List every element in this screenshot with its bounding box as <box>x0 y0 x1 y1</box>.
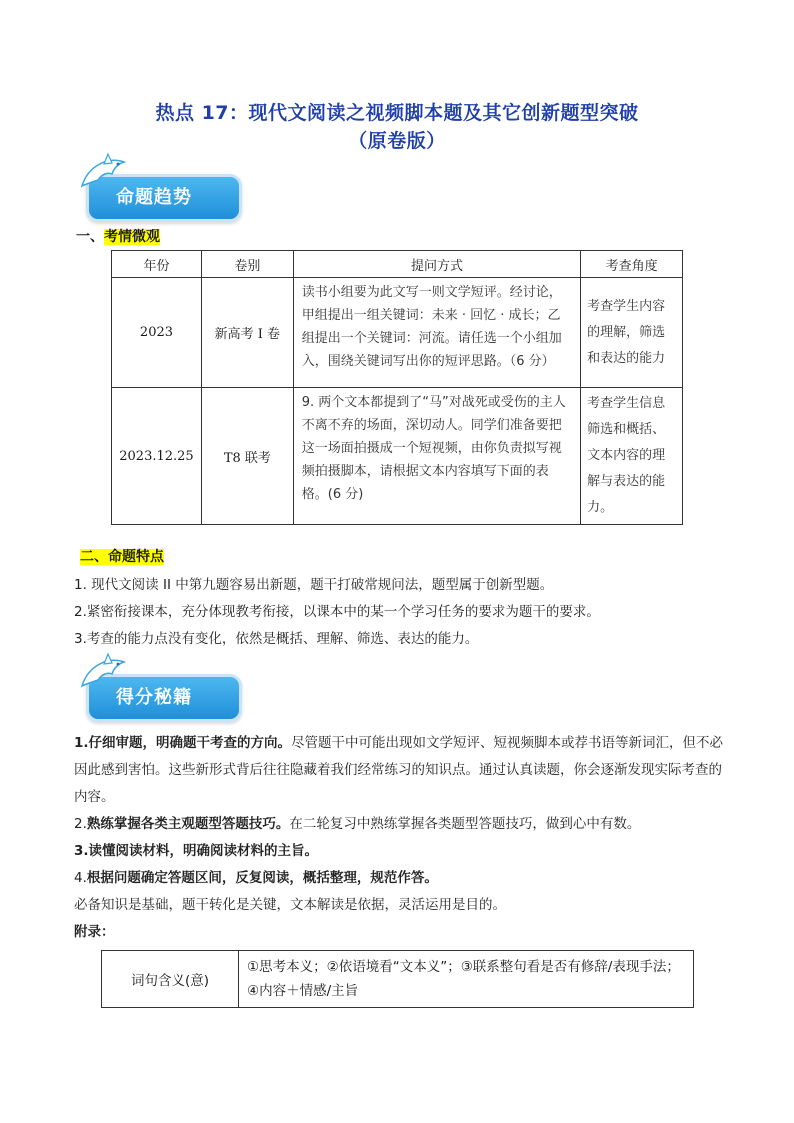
tip-3-bold: 3.读懂阅读材料，明确阅读材料的主旨。 <box>74 843 319 859</box>
cell-year: 2023 <box>112 278 202 388</box>
banner-trend <box>80 162 240 220</box>
tip-2-bold: 熟练掌握各类主观题型答题技巧。 <box>86 816 290 832</box>
cell-question: 读书小组要为此文写一则文学短评。经讨论，甲组提出一组关键词：未来 · 回忆 · 成长；乙组提出一个关键词：河流。请任选一个小组加入，围绕关键词写出你的短评思路。（6 分） <box>293 278 580 388</box>
list-item: 1. 现代文阅读 II 中第九题容易出新题，题干打破常规问法，题型属于创新型题。 <box>74 577 554 593</box>
cell-angle: 考查学生信息筛选和概括、文本内容的理解与表达的能力。 <box>581 388 683 525</box>
section-1-label: 考情微观 <box>104 229 160 245</box>
tip-4-bold: 根据问题确定答题区间，反复阅读，概括整理，规范作答。 <box>86 870 438 886</box>
table-header-row <box>112 251 683 278</box>
section-1-prefix: 一、 <box>76 229 104 245</box>
tip-1-bold: 1.仔细审题，明确题干考查的方向。 <box>74 735 292 751</box>
appendix-key: 词句含义(意) <box>102 951 239 1008</box>
tip-4 <box>74 865 724 892</box>
section-2-heading <box>80 546 164 566</box>
tip-2-num: 2. <box>74 816 87 832</box>
header-question: 提问方式 <box>293 251 580 278</box>
exam-table <box>111 250 683 525</box>
appendix-value: ①思考本义；②依语境看“文本义”；③联系整句看是否有修辞/表现手法；④内容＋情感/主旨 <box>239 951 694 1008</box>
list-item: 3.考查的能力点没有变化，依然是概括、理解、筛选、表达的能力。 <box>74 631 479 647</box>
page-title: 热点 17：现代文阅读之视频脚本题及其它创新题型突破 <box>155 102 639 124</box>
list-item: 2.紧密衔接课本，充分体现教考衔接，以课本中的某一个学习任务的要求为题干的要求。 <box>74 604 600 620</box>
banner-trend-label: 命题趋势 <box>116 187 192 208</box>
tip-4-num: 4. <box>74 870 87 886</box>
header-paper: 卷别 <box>201 251 293 278</box>
section-2-list <box>74 572 724 653</box>
cell-angle: 考查学生内容的理解，筛选和表达的能力 <box>581 278 683 388</box>
cell-paper: T8 联考 <box>201 388 293 525</box>
tip-1-text: 尽管题干中可能出现如文学短评、短视频脚本或荐书语等新词汇，但不必因此感到害怕。这些新形式背后往往隐藏着我们经常练习的知识点。通过认真读题，你会逐渐发现实际考查的内容。 <box>74 735 724 805</box>
banner-tips-label: 得分秘籍 <box>116 687 192 708</box>
table-row <box>112 388 683 525</box>
tip-3 <box>74 838 724 865</box>
appendix-label: 附录： <box>74 924 115 940</box>
section-2-label: 二、命题特点 <box>80 549 164 565</box>
table-row <box>112 278 683 388</box>
section-1-heading <box>76 226 160 246</box>
header-angle: 考查角度 <box>581 251 683 278</box>
header-year: 年份 <box>112 251 202 278</box>
tip-5: 必备知识是基础，题干转化是关键，文本解读是依据，灵活运用是目的。 <box>74 897 506 913</box>
page-subtitle: （原卷版） <box>348 130 446 152</box>
cell-paper: 新高考 I 卷 <box>201 278 293 388</box>
tip-1 <box>74 730 724 811</box>
tip-2-text: 在二轮复习中熟练掌握各类题型答题技巧，做到心中有数。 <box>289 816 641 832</box>
banner-tips <box>80 662 240 720</box>
cell-year: 2023.12.25 <box>112 388 202 525</box>
table-row <box>102 951 694 1008</box>
tips-content <box>74 730 724 946</box>
appendix-table <box>101 950 694 1008</box>
tip-2 <box>74 811 724 838</box>
cell-question: 9. 两个文本都提到了“马”对战死或受伤的主人不离不弃的场面，深切动人。同学们准备要把这一场面拍摄成一个短视频，由你负责拟写视频拍摄脚本，请根据文本内容填写下面的表格。(6 分) <box>293 388 580 525</box>
